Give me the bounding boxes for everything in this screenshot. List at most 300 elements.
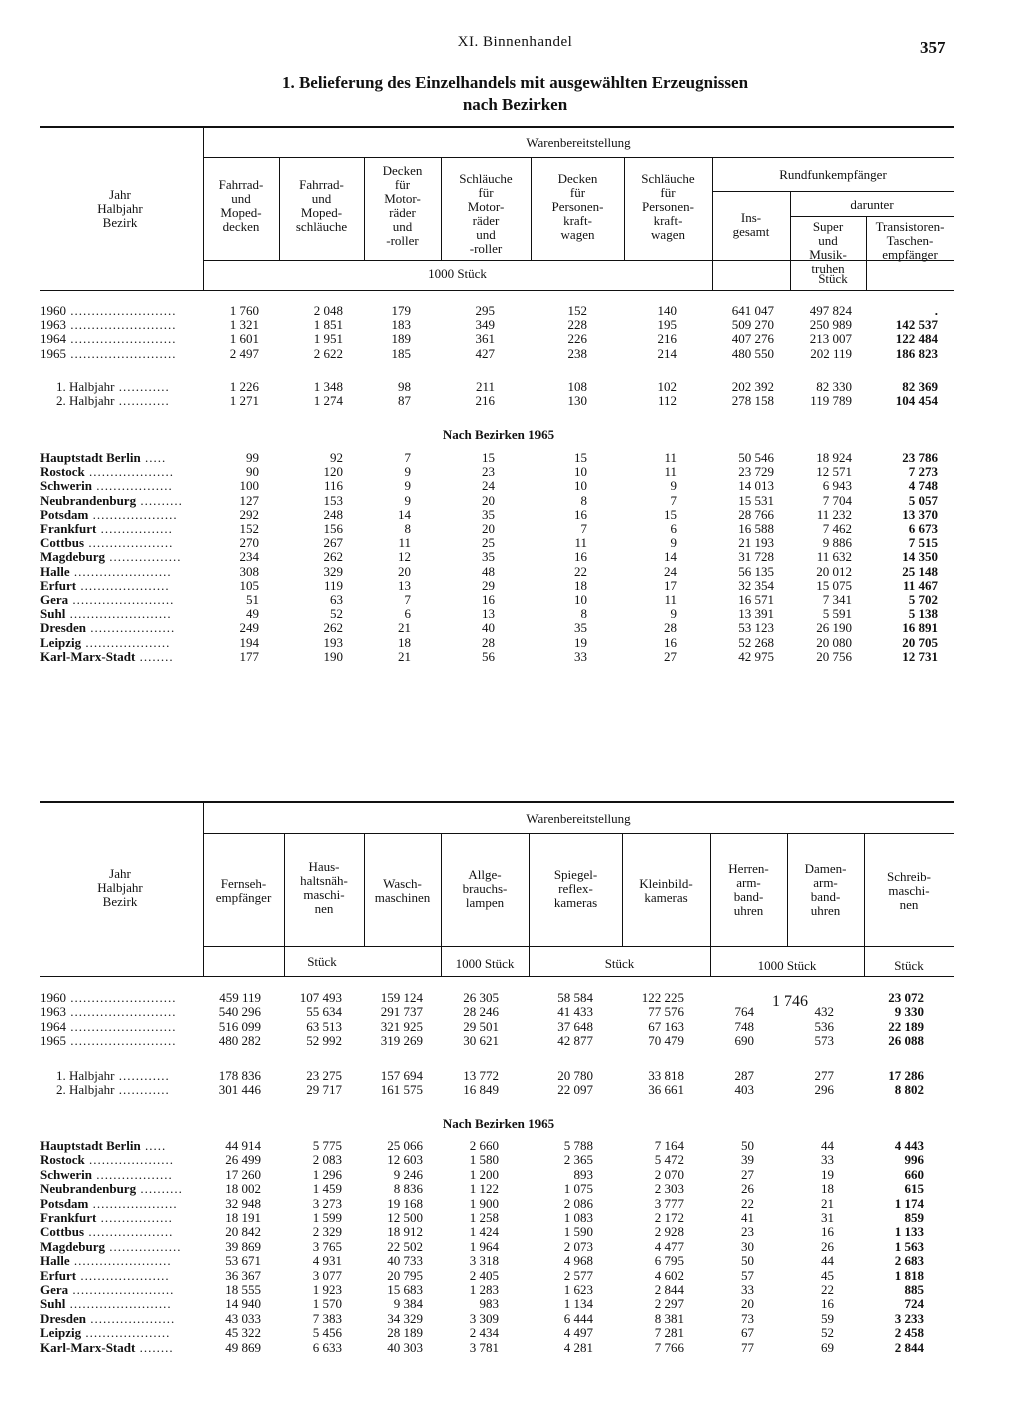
table-cell: 20 <box>741 1296 754 1312</box>
table-cell: 16 <box>574 506 587 522</box>
table-cell: 120 <box>323 464 343 480</box>
row-label-text: 1965 <box>40 345 66 361</box>
table-cell: 15 683 <box>387 1282 423 1297</box>
table-cell: 15 <box>482 450 495 465</box>
leader-dots: ................. <box>96 1210 173 1225</box>
row-label <box>56 1068 170 1083</box>
table-cell: 36 367 <box>225 1267 261 1283</box>
row-label-text: Halle <box>40 563 70 579</box>
row-label-text: Leipzig <box>40 1325 82 1341</box>
colhead-line: uhren <box>810 903 841 918</box>
table-cell: 5 472 <box>654 1152 684 1168</box>
table-cell: 77 576 <box>648 1004 684 1020</box>
table-cell: 92 <box>330 450 343 465</box>
colhead-line: arm- <box>813 875 838 890</box>
table-cell: 432 <box>814 1004 834 1020</box>
table-cell: 82 369 <box>902 379 938 394</box>
table-cell: 142 537 <box>895 317 938 333</box>
table-cell: 3 077 <box>312 1267 342 1283</box>
table-cell: 226 <box>567 331 587 347</box>
table-cell: 2 365 <box>563 1152 593 1168</box>
table-cell: 98 <box>398 379 411 394</box>
colhead-line: -roller <box>386 233 419 248</box>
table2-unit-1000-stueck-b: 1000 Stück <box>455 956 515 971</box>
table-cell: 20 795 <box>387 1267 423 1283</box>
table-row <box>40 1239 954 1254</box>
colhead-line: und <box>392 219 413 234</box>
table-cell: 39 869 <box>225 1238 261 1254</box>
table1-group-header: Warenbereitstellung <box>526 135 631 150</box>
colhead-line: band- <box>810 889 841 904</box>
table-cell: 13 370 <box>902 506 938 522</box>
table-cell: 9 <box>670 478 677 494</box>
table-cell: 152 <box>567 303 587 318</box>
table-cell: 30 621 <box>463 1033 499 1049</box>
table-cell: 16 588 <box>738 521 774 536</box>
leader-dots: ................. <box>96 521 173 536</box>
table-cell: 116 <box>323 478 343 494</box>
colhead-line: nen <box>899 897 919 912</box>
row-label-text: 1964 <box>40 1018 66 1034</box>
table-cell: 5 456 <box>312 1325 342 1341</box>
leader-dots: .................... <box>85 620 176 636</box>
table1-unit-stueck: Stück <box>818 271 848 286</box>
table-row <box>40 1138 954 1153</box>
table-cell: 21 <box>821 1195 834 1211</box>
table-cell: 49 869 <box>225 1339 261 1355</box>
colhead-line: gesamt <box>732 224 770 239</box>
table-cell: 40 <box>482 620 495 636</box>
table-cell: 122 225 <box>641 990 684 1005</box>
table-cell: 48 <box>482 563 495 579</box>
table-cell: 641 047 <box>731 303 774 318</box>
table-cell: 50 <box>741 1138 754 1153</box>
table-cell: 724 <box>904 1296 924 1312</box>
colhead-line: Haus- <box>308 859 340 874</box>
row-label-text: 1963 <box>40 317 66 333</box>
colhead-line: reflex- <box>558 881 593 896</box>
table-cell: 536 <box>814 1018 834 1034</box>
table-cell: 4 443 <box>894 1138 924 1153</box>
table-cell: 6 444 <box>563 1310 593 1326</box>
colhead-line: Decken <box>382 163 423 178</box>
table-cell: 33 <box>741 1282 754 1297</box>
table-cell: 2 660 <box>469 1138 499 1153</box>
table-row <box>40 1210 954 1225</box>
table-row <box>40 1033 954 1048</box>
table-cell: 190 <box>323 648 343 664</box>
colhead-line: Moped- <box>300 205 343 220</box>
table-cell: 9 <box>404 492 411 508</box>
table-cell: 159 124 <box>380 990 423 1005</box>
table-cell: 3 273 <box>312 1195 342 1211</box>
table-cell: 130 <box>567 393 587 409</box>
leader-dots: ........................ <box>65 606 172 622</box>
leader-dots: ....................... <box>69 1253 172 1269</box>
table-cell: 4 281 <box>563 1339 593 1355</box>
table-cell: 25 148 <box>902 563 938 579</box>
table-cell: 52 268 <box>738 634 774 650</box>
table-cell: 22 097 <box>557 1082 593 1098</box>
table-cell: 7 <box>404 592 411 607</box>
table-cell: 1 075 <box>563 1181 593 1197</box>
row-label-text: Rostock <box>40 464 85 480</box>
leader-dots: ................. <box>105 549 182 565</box>
table-cell: 2 303 <box>654 1181 684 1197</box>
colhead-line: und <box>311 191 332 206</box>
table-cell: 178 836 <box>218 1068 261 1083</box>
table-cell: 4 968 <box>563 1253 593 1269</box>
table-cell: 82 330 <box>816 379 852 394</box>
colhead-line: und <box>231 191 251 206</box>
table-cell: 1 580 <box>469 1152 499 1168</box>
table-cell: 63 <box>330 592 343 607</box>
colhead-line: maschi- <box>303 887 345 902</box>
table-cell: 22 <box>821 1282 834 1297</box>
table-cell: 213 007 <box>809 331 852 347</box>
table-cell: 21 193 <box>738 535 774 551</box>
table-cell: 4 497 <box>563 1325 593 1341</box>
table-cell: 18 912 <box>387 1224 423 1240</box>
table-cell: 262 <box>323 620 343 636</box>
table-cell: 57 <box>741 1267 754 1283</box>
table1-unit-1000-stueck: 1000 Stück <box>428 266 487 281</box>
row-label-text: Cottbus <box>40 535 85 551</box>
table-cell: 9 <box>404 478 411 494</box>
table-row <box>40 990 954 1005</box>
table-cell: 540 296 <box>218 1004 261 1020</box>
table-cell: 20 705 <box>902 634 938 650</box>
table-cell: 1 851 <box>313 317 343 333</box>
table-cell: 1 623 <box>563 1282 593 1297</box>
table-cell: 250 989 <box>809 317 852 333</box>
table-cell: 28 189 <box>387 1325 423 1341</box>
table-cell: 17 260 <box>225 1166 261 1182</box>
stub-bezirk: Bezirk <box>102 894 138 909</box>
colhead-line: für <box>394 177 411 192</box>
table-cell: 107 493 <box>299 990 342 1005</box>
row-label-text: Hauptstadt Berlin <box>40 450 141 465</box>
table-cell: 18 191 <box>225 1210 261 1225</box>
table-row <box>40 1268 954 1283</box>
row-label <box>40 1004 177 1019</box>
table-cell: 16 <box>574 549 587 565</box>
leader-dots: ............ <box>114 1068 170 1083</box>
colhead-line: für <box>660 185 676 200</box>
table-cell: 5 775 <box>312 1138 342 1153</box>
leader-dots: ..... <box>140 1138 167 1153</box>
table-cell: 14 <box>664 549 677 565</box>
table-cell: 660 <box>904 1166 924 1182</box>
table-cell: 1 271 <box>229 393 259 409</box>
table-cell: 214 <box>657 345 677 361</box>
row-label-text: Leipzig <box>40 634 82 650</box>
colhead-line: Schläuche <box>459 171 513 186</box>
table-cell: 34 329 <box>387 1310 423 1326</box>
row-label-text: Dresden <box>40 1310 86 1326</box>
table-cell: 5 702 <box>908 592 938 607</box>
table-cell: 1 083 <box>563 1210 593 1225</box>
table-cell: 22 502 <box>387 1238 423 1254</box>
colhead-line: schläuche <box>295 219 348 234</box>
leader-dots: .......... <box>136 1181 183 1197</box>
table-cell: 122 484 <box>895 331 938 347</box>
table-cell: 90 <box>246 464 259 480</box>
table-cell: 16 849 <box>463 1082 499 1098</box>
table-cell: 1 283 <box>469 1282 499 1297</box>
leader-dots: ......................... <box>66 317 177 333</box>
table-cell: 2 844 <box>654 1282 684 1297</box>
table-cell: 22 189 <box>888 1018 924 1034</box>
table-cell: 21 <box>398 620 411 636</box>
row-label <box>40 1167 173 1182</box>
table-cell: 29 717 <box>306 1082 342 1098</box>
table-cell: 52 992 <box>306 1033 342 1049</box>
row-label-text: 1960 <box>40 303 66 318</box>
table-cell: 36 661 <box>648 1082 684 1098</box>
row-label-text: Karl-Marx-Stadt <box>40 648 136 664</box>
table-cell: 287 <box>734 1068 754 1083</box>
table-row <box>40 1082 954 1097</box>
leader-dots: ..................... <box>76 1267 170 1283</box>
table-cell: 25 <box>482 535 495 551</box>
title-line-1: 1. Belieferung des Einzelhandels mit ausgewählten Erzeugnissen <box>281 73 749 92</box>
table-cell: 2 458 <box>894 1325 924 1341</box>
row-label-text: Schwerin <box>40 1166 92 1182</box>
leader-dots: .................... <box>81 634 171 650</box>
row-label <box>40 1239 182 1254</box>
leader-dots: .................... <box>84 1152 175 1168</box>
table-cell: 22 <box>741 1195 754 1211</box>
table-cell: 112 <box>657 393 677 409</box>
table-cell: 3 309 <box>469 1310 499 1326</box>
table-cell: 51 <box>246 592 259 607</box>
row-label-text: 1963 <box>40 1004 66 1020</box>
table-cell: 427 <box>475 345 495 361</box>
table-cell: 11 232 <box>816 506 852 522</box>
table-cell: 9 <box>404 464 411 480</box>
row-label-text: 1965 <box>40 1033 66 1049</box>
table-cell: 35 <box>574 620 587 636</box>
table-cell: 186 823 <box>895 345 938 361</box>
row-label-text: Frankfurt <box>40 521 97 536</box>
table-cell: 14 013 <box>738 478 774 494</box>
table-cell: 480 282 <box>218 1033 261 1049</box>
colhead-line: decken <box>222 219 260 234</box>
leader-dots: .................... <box>84 1224 174 1240</box>
table-cell: 31 <box>821 1210 834 1225</box>
row-label-text: Suhl <box>40 606 66 622</box>
row-label-text: 1. Halbjahr <box>56 379 115 394</box>
table-cell: 690 <box>734 1033 754 1049</box>
table-cell: 189 <box>391 331 411 347</box>
table-cell: 8 <box>580 492 587 508</box>
row-label-text: Neubrandenburg <box>40 492 137 508</box>
table-cell: 161 575 <box>380 1082 423 1098</box>
table-cell: 216 <box>657 331 677 347</box>
table2-unit-stueck-a: Stück <box>307 954 337 969</box>
colhead-line: empfänger <box>882 247 938 262</box>
row-label-text: Erfurt <box>40 1267 77 1283</box>
table-cell: 16 <box>664 634 677 650</box>
table-cell: 5 788 <box>563 1138 593 1153</box>
table-cell: 5 057 <box>908 492 938 508</box>
table-cell: 319 269 <box>380 1033 423 1049</box>
table-cell: 516 099 <box>218 1018 261 1034</box>
table-row <box>40 1068 954 1083</box>
row-label-text: Halle <box>40 1253 70 1269</box>
table-cell: 18 555 <box>225 1282 261 1297</box>
table-cell: 9 384 <box>393 1296 423 1312</box>
colhead-line: Taschen- <box>886 233 934 248</box>
colhead-line: Personen- <box>551 199 604 214</box>
table-cell: 41 <box>741 1210 754 1225</box>
leader-dots: .................... <box>81 1325 171 1341</box>
table-cell: . <box>934 303 938 318</box>
table-cell: 1 818 <box>894 1267 924 1283</box>
table-cell: 28 <box>482 634 495 650</box>
table-cell: 35 <box>482 549 495 565</box>
leader-dots: ......................... <box>66 990 177 1005</box>
table-cell: 119 <box>323 577 343 593</box>
row-label <box>56 1082 170 1097</box>
table-cell: 11 632 <box>816 549 852 565</box>
table-cell: 859 <box>904 1210 924 1225</box>
table-cell: 32 948 <box>225 1195 261 1211</box>
row-label <box>40 1268 170 1283</box>
table-cell: 14 350 <box>902 549 938 565</box>
row-label <box>40 1152 174 1167</box>
table-cell: 23 <box>741 1224 754 1240</box>
colhead-line: Super <box>812 219 844 234</box>
table-cell: 296 <box>814 1082 834 1098</box>
table-cell: 18 <box>574 577 587 593</box>
table-cell: 403 <box>734 1082 754 1098</box>
colhead-line: Fahrrad- <box>218 177 264 192</box>
table-cell: 211 <box>475 379 495 394</box>
leader-dots: ........................ <box>68 1282 175 1297</box>
table-cell: 480 550 <box>731 345 774 361</box>
table-cell: 7 <box>580 521 587 536</box>
table-cell: 1 599 <box>312 1210 342 1225</box>
table2-body <box>40 0 954 1415</box>
table-cell: 20 <box>482 492 495 508</box>
colhead-line: und <box>476 227 496 242</box>
colhead-line: lampen <box>465 895 505 910</box>
table-cell: 11 <box>664 464 677 480</box>
table-cell: 7 281 <box>654 1325 684 1341</box>
leader-dots: .................. <box>92 1166 173 1182</box>
table-cell: 108 <box>567 379 587 394</box>
table-cell: 5 591 <box>822 606 852 622</box>
table-cell: 28 246 <box>463 1004 499 1020</box>
table-cell: 26 088 <box>888 1033 924 1049</box>
table-cell: 6 795 <box>654 1253 684 1269</box>
row-label-text: Magdeburg <box>40 549 105 565</box>
table-cell: 152 <box>239 521 259 536</box>
table-cell: 1 424 <box>469 1224 499 1240</box>
table-cell: 140 <box>657 303 677 318</box>
table-cell: 9 <box>670 606 677 622</box>
table-cell: 105 <box>239 577 259 593</box>
table-cell: 2 622 <box>313 345 343 361</box>
table-cell: 33 818 <box>648 1068 684 1083</box>
table-cell: 44 <box>821 1138 834 1153</box>
table-cell: 249 <box>239 620 259 636</box>
stub-halbjahr: Halbjahr <box>97 880 143 895</box>
table-cell: 7 383 <box>312 1310 342 1326</box>
table-cell: 238 <box>567 345 587 361</box>
table-cell: 45 <box>821 1267 834 1283</box>
table-cell: 2 497 <box>229 345 259 361</box>
row-label-text: Cottbus <box>40 1224 85 1240</box>
table-cell: 40 303 <box>387 1339 423 1355</box>
table-cell: 23 729 <box>738 464 774 480</box>
table-cell: 26 499 <box>225 1152 261 1168</box>
row-label <box>40 1253 172 1268</box>
row-label <box>40 1311 175 1326</box>
table-cell: 1 601 <box>229 331 259 347</box>
table-cell: 153 <box>323 492 343 508</box>
table-cell: 11 467 <box>902 577 938 593</box>
table-cell: 1 200 <box>469 1166 499 1182</box>
table-cell: 52 <box>330 606 343 622</box>
table-cell: 996 <box>904 1152 924 1168</box>
table-cell: 3 777 <box>654 1195 684 1211</box>
leader-dots: ............ <box>114 393 170 409</box>
table-cell: 1 900 <box>469 1195 499 1211</box>
table-cell: 185 <box>391 345 411 361</box>
colhead-line: nen <box>314 901 334 916</box>
table-row <box>40 1167 954 1182</box>
table-cell: 10 <box>574 464 587 480</box>
table-row <box>40 1004 954 1019</box>
table-cell: 14 <box>398 506 411 522</box>
table-cell: 3 781 <box>469 1339 499 1355</box>
row-label-text: Rostock <box>40 1152 85 1168</box>
colhead-line: band- <box>733 889 764 904</box>
colhead-line: Moped- <box>220 205 262 220</box>
colhead-line: kameras <box>553 895 598 910</box>
table-row <box>40 1181 954 1196</box>
table-cell: 17 286 <box>888 1068 924 1083</box>
table-cell: 59 <box>821 1310 834 1326</box>
row-label-text: Schwerin <box>40 478 92 494</box>
row-label <box>40 990 177 1005</box>
table-cell: 6 673 <box>908 521 938 536</box>
table-cell: 28 <box>664 620 677 636</box>
table-row <box>40 1325 954 1340</box>
table-cell: 63 513 <box>306 1018 342 1034</box>
table-cell: 4 931 <box>312 1253 342 1269</box>
table-cell: 29 <box>482 577 495 593</box>
table-cell: 267 <box>323 535 343 551</box>
table1-darunter-header: darunter <box>850 197 894 212</box>
table-cell: 329 <box>323 563 343 579</box>
table-cell: 53 671 <box>225 1253 261 1269</box>
table-cell: 1 226 <box>229 379 259 394</box>
table1-radio-header: Rundfunkempfänger <box>779 167 887 182</box>
colhead-line: Motor- <box>384 191 421 206</box>
colhead-line: Fahrrad- <box>299 177 344 192</box>
row-label <box>40 1138 166 1153</box>
leader-dots: ........................ <box>68 592 175 607</box>
table-cell: 49 <box>246 606 259 622</box>
table-cell: 40 733 <box>387 1253 423 1269</box>
stub-jahr: Jahr <box>109 187 131 202</box>
table-cell: 179 <box>391 303 411 318</box>
leader-dots: ......................... <box>66 331 177 347</box>
